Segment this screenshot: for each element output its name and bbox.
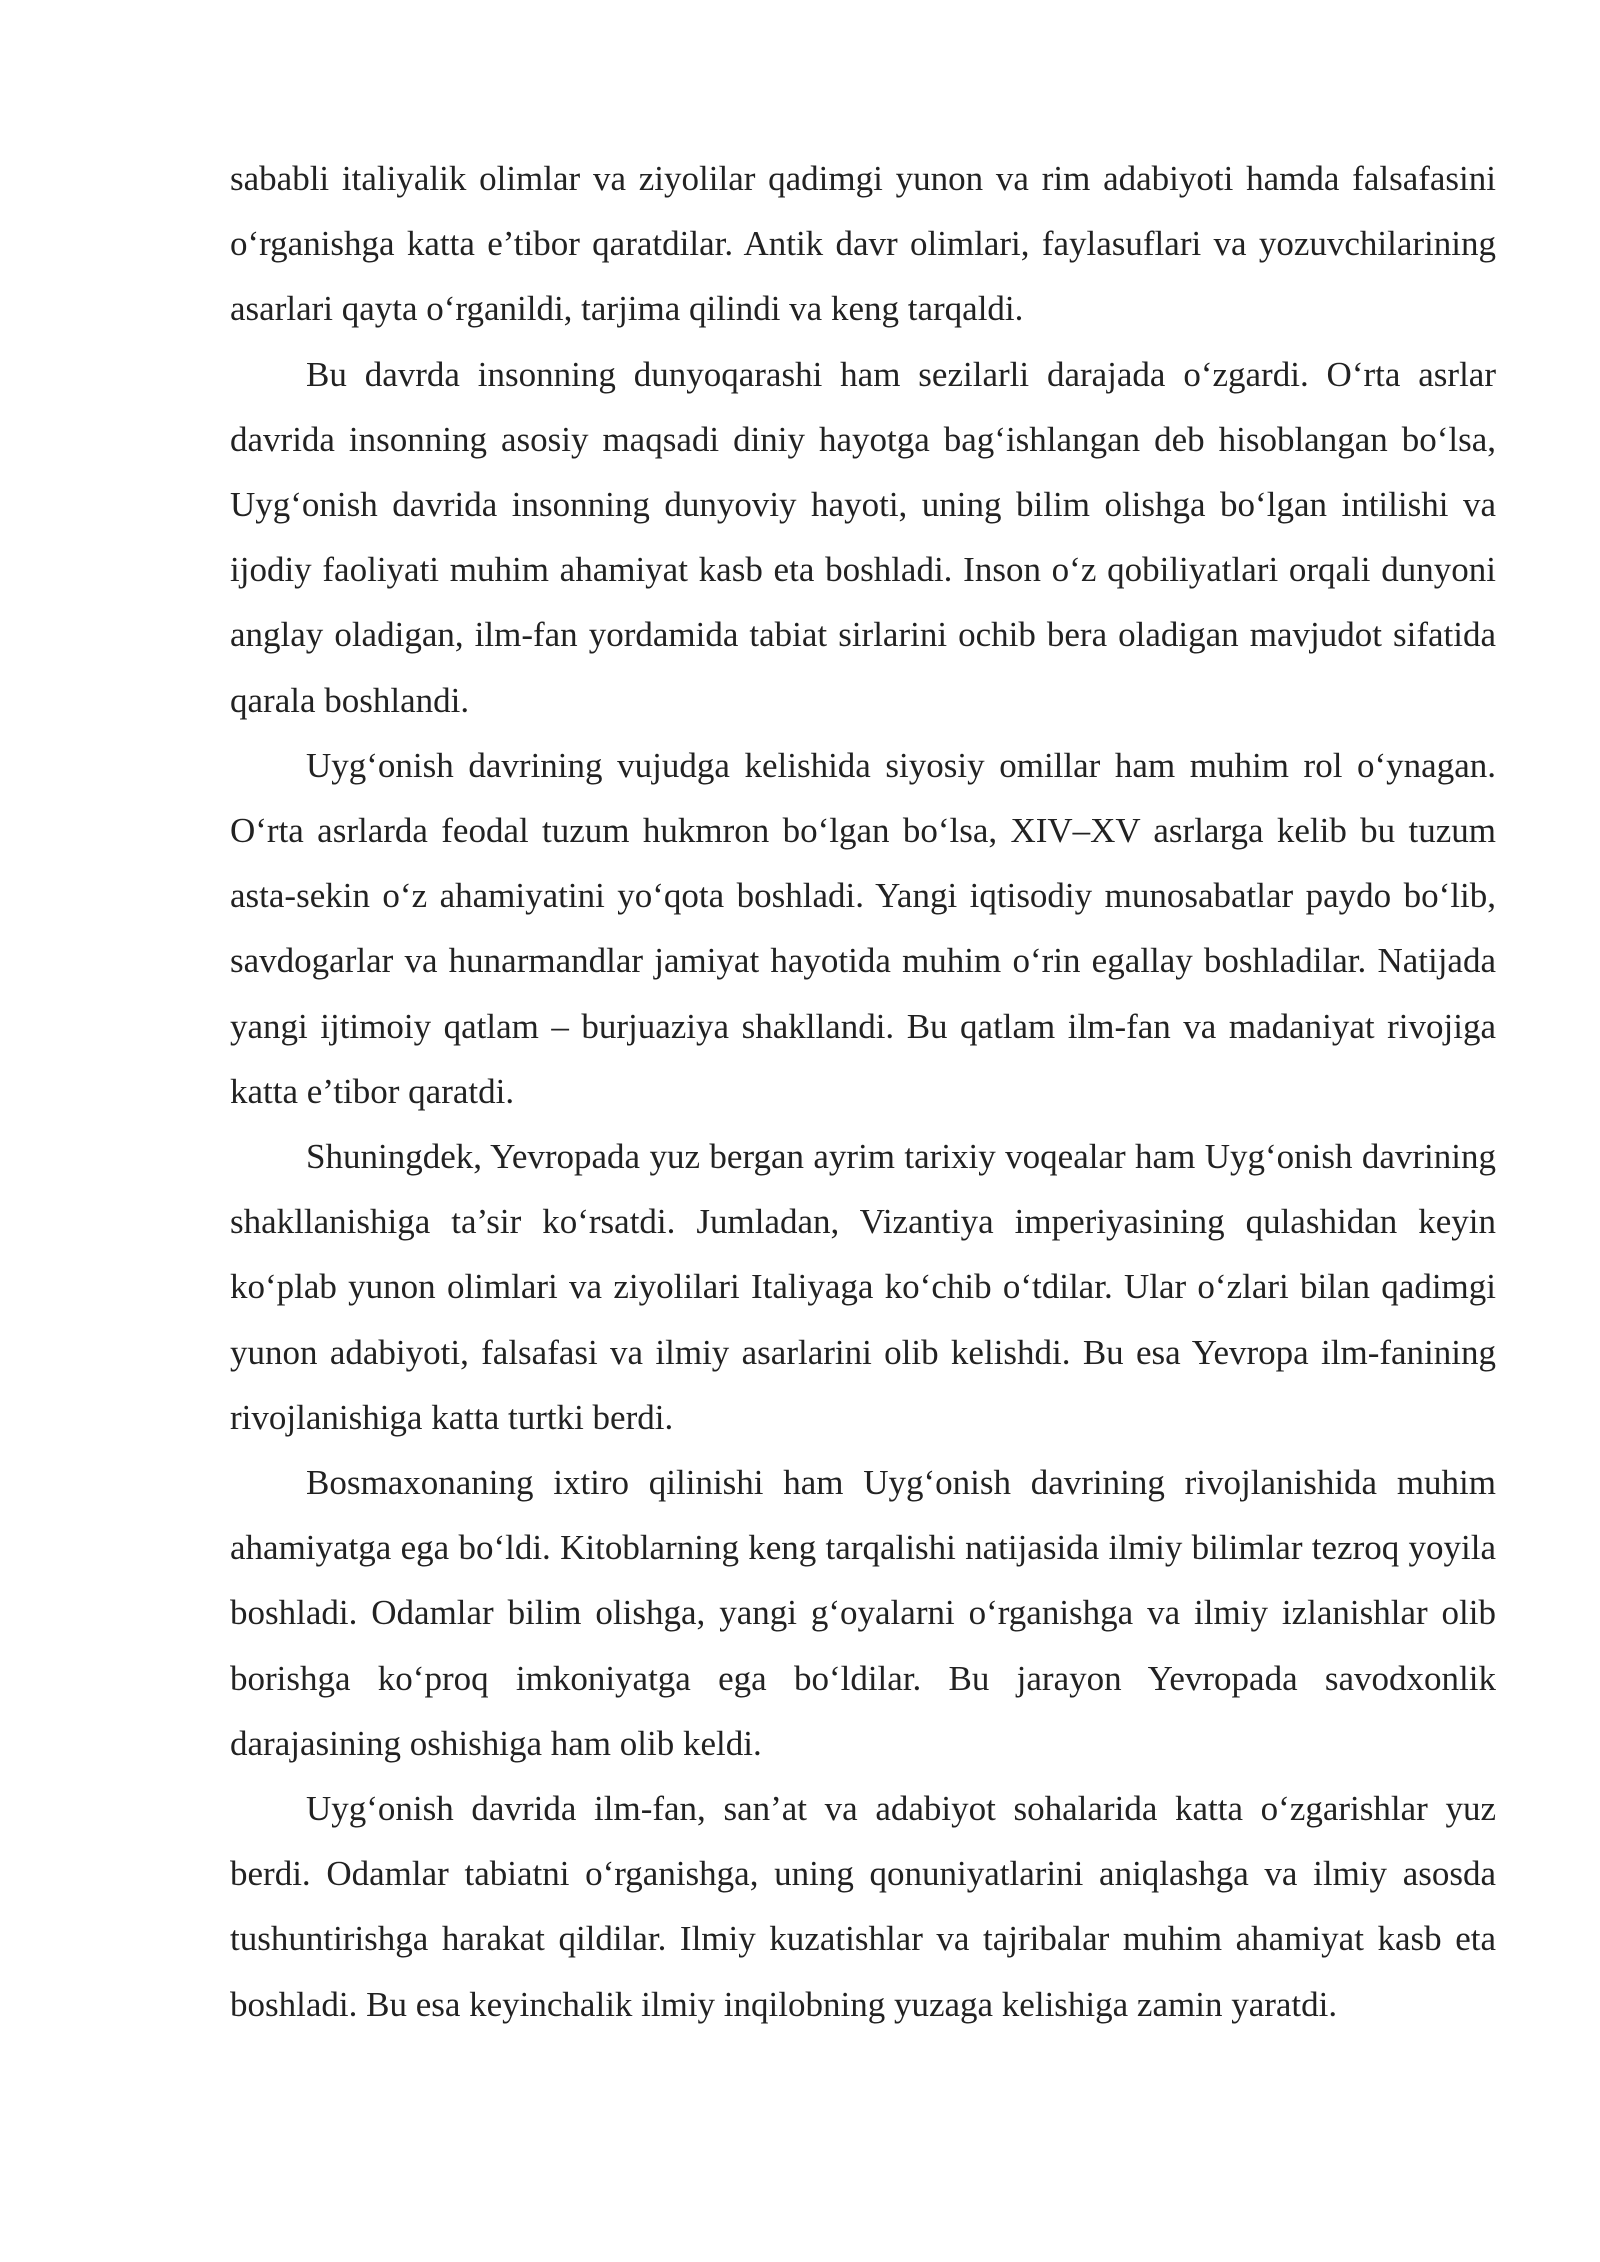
paragraph-political-factors: Uyg‘onish davrining vujudga kelishida siyosiy omillar ham muhim rol o‘ynagan. O‘rta asrlarda feodal tuzum hukmron bo‘lgan bo‘lsa, XIV–XV asrlarga kelib bu tuzum asta-sekin o‘z ahamiyatini yo‘qota boshladi. Yangi iqtisodiy munosabatlar paydo bo‘lib, savdogarlar va hunarmandlar jamiyat hayotida muhim o‘rin egallay boshladilar. Natijada yangi ijtimoiy qatlam – burjuaziya shakllandi. Bu qatlam ilm-fan va madaniyat rivojiga katta e’tibor qaratdi. bbox=[230, 745, 1496, 1111]
paragraph-printing-press: Bosmaxonaning ixtiro qilinishi ham Uyg‘onish davrining rivojlanishida muhim ahamiyatga ega bo‘ldi. Kitoblarning keng tarqalishi natijasida ilmiy bilimlar tezroq yoyila boshladi. Odamlar bilim olishga, yangi g‘oyalarni o‘rganishga va ilmiy izlanishlar olib borishga ko‘proq imkoniyatga ega bo‘ldilar. Bu jarayon Yevropada savodxonlik darajasining oshishiga ham olib keldi. bbox=[230, 1463, 1496, 1763]
paragraph-worldview: Bu davrda insonning dunyoqarashi ham sezilarli darajada o‘zgardi. O‘rta asrlar davrida insonning asosiy maqsadi diniy hayotga bag‘ishlangan deb hisoblangan bo‘lsa, Uyg‘onish davrida insonning dunyoviy hayoti, uning bilim olishga bo‘lgan intilishi va ijodiy faoliyati muhim ahamiyat kasb eta boshladi. Inson o‘z qobiliyatlari orqali dunyoni anglay oladigan, ilm-fan yordamida tabiat sirlarini ochib bera oladigan mavjudot sifatida qarala boshlandi. bbox=[230, 354, 1496, 720]
document-page bbox=[230, 146, 1496, 2037]
paragraph-science-art: Uyg‘onish davrida ilm-fan, san’at va adabiyot sohalarida katta o‘zgarishlar yuz berdi. Odamlar tabiatni o‘rganishga, uning qonuniyatlarini aniqlashga va ilmiy asosda tushuntirishga harakat qildilar. Ilmiy kuzatishlar va tajribalar muhim ahamiyat kasb eta boshladi. Bu esa keyinchalik ilmiy inqilobning yuzaga kelishiga zamin yaratdi. bbox=[230, 1789, 1496, 2024]
paragraph-continued: sababli italiyalik olimlar va ziyolilar qadimgi yunon va rim adabiyoti hamda falsafasini o‘rganishga katta e’tibor qaratdilar. Antik davr olimlari, faylasuflari va yozuvchilarining asarlari qayta o‘rganildi, tarjima qilindi va keng tarqaldi. bbox=[230, 159, 1496, 329]
paragraph-historical-events: Shuningdek, Yevropada yuz bergan ayrim tarixiy voqealar ham Uyg‘onish davrining shakllanishiga ta’sir ko‘rsatdi. Jumladan, Vizantiya imperiyasining qulashidan keyin ko‘plab yunon olimlari va ziyolilari Italiyaga ko‘chib o‘tdilar. Ular o‘zlari bilan qadimgi yunon adabiyoti, falsafasi va ilmiy asarlarini olib kelishdi. Bu esa Yevropa ilm-fanining rivojlanishiga katta turtki berdi. bbox=[230, 1137, 1496, 1437]
